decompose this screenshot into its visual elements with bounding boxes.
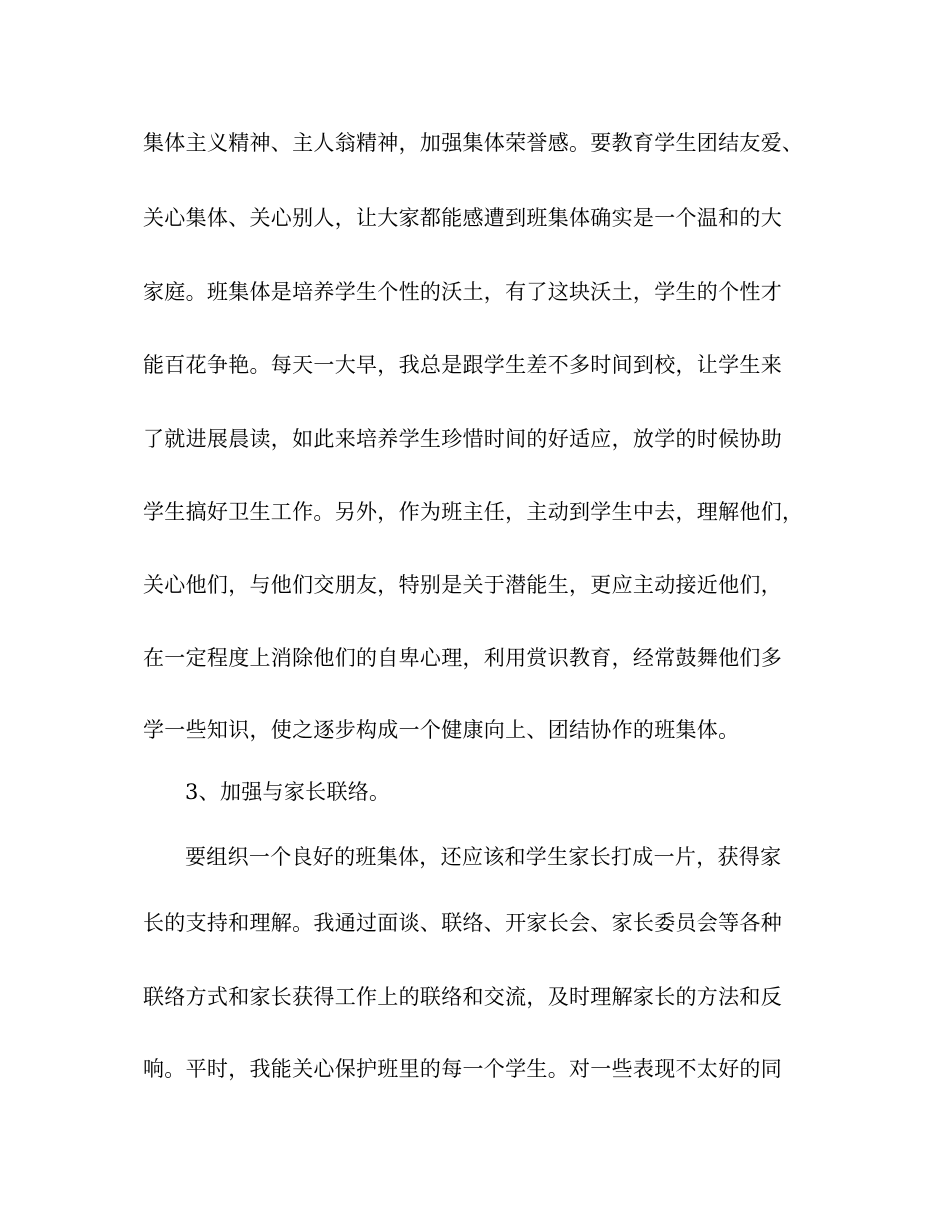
paragraph2-line-4: 响。平时，我能关心保护班里的每一个学生。对一些表现不太好的同 — [143, 1057, 782, 1081]
section-heading-3: 3、加强与家长联络。 — [185, 780, 391, 804]
paragraph1-line-1: 集体主义精神、主人翁精神，加强集体荣誉感。要教育学生团结友爱、 — [143, 131, 804, 155]
paragraph1-line-2: 关心集体、关心别人，让大家都能感遭到班集体确实是一个温和的大 — [143, 206, 782, 230]
paragraph1-line-6: 学生搞好卫生工作。另外，作为班主任，主动到学生中去，理解他们， — [143, 500, 804, 524]
paragraph2-line-3: 联络方式和家长获得工作上的联络和交流，及时理解家长的方法和反 — [143, 985, 782, 1009]
paragraph1-line-5: 了就进展晨读，如此来培养学生珍惜时间的好适应，放学的时候协助 — [143, 427, 782, 451]
paragraph1-line-7: 关心他们，与他们交朋友，特别是关于潜能生，更应主动接近他们， — [143, 573, 782, 597]
paragraph1-line-9: 学一些知识，使之逐步构成一个健康向上、团结协作的班集体。 — [143, 718, 740, 742]
paragraph1-line-4: 能百花争艳。每天一大早，我总是跟学生差不多时间到校，让学生来 — [143, 353, 782, 377]
paragraph2-line-2: 长的支持和理解。我通过面谈、联络、开家长会、家长委员会等各种 — [143, 911, 782, 935]
paragraph2-line-1: 要组织一个良好的班集体，还应该和学生家长打成一片，获得家 — [185, 845, 782, 869]
paragraph1-line-3: 家庭。班集体是培养学生个性的沃土，有了这块沃土，学生的个性才 — [143, 280, 782, 304]
paragraph1-line-8: 在一定程度上消除他们的自卑心理，利用赏识教育，经常鼓舞他们多 — [143, 646, 782, 670]
